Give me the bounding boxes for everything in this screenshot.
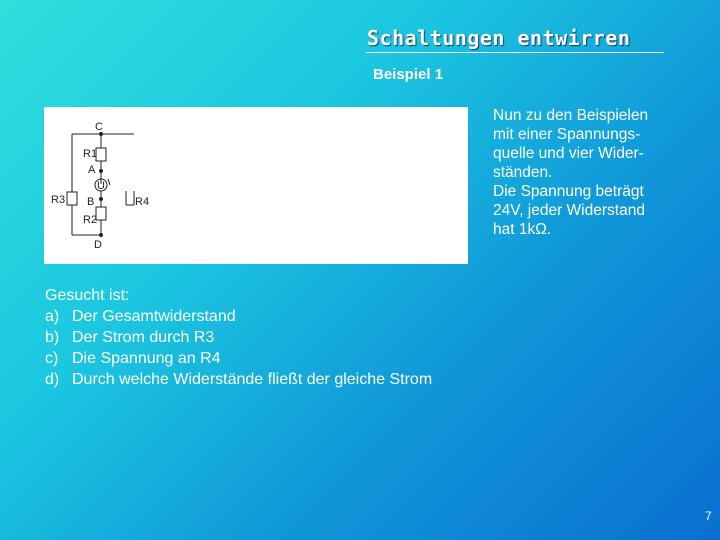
label-r3: R3	[51, 194, 66, 206]
label-r1: R1	[83, 148, 98, 160]
resistor-r1	[96, 148, 106, 161]
task-label: a)	[45, 308, 60, 325]
label-r2: R2	[83, 214, 98, 226]
description-line: 24V, jeder Widerstand	[493, 202, 645, 219]
task-item	[45, 327, 432, 348]
node-b-dot	[99, 197, 103, 201]
page-number: 7	[705, 509, 712, 523]
task-label: d)	[45, 371, 60, 388]
task-item	[45, 369, 432, 390]
description-text	[493, 106, 693, 239]
task-text: Der Strom durch R3	[72, 329, 215, 346]
node-d-dot	[99, 233, 103, 237]
task-item	[45, 306, 432, 327]
label-node-d: D	[94, 239, 102, 251]
circuit-diagram	[44, 107, 468, 264]
node-a-dot	[99, 169, 103, 173]
resistor-r3	[67, 192, 77, 205]
label-r4: R4	[135, 196, 150, 208]
task-label: b)	[45, 329, 60, 346]
description-line: hat 1kΩ.	[493, 221, 552, 238]
task-text: Durch welche Widerstände fließt der gleiche Strom	[72, 371, 433, 388]
task-text: Die Spannung an R4	[72, 350, 221, 367]
slide-subtitle: Beispiel 1	[373, 66, 444, 83]
task-label: c)	[45, 350, 59, 367]
task-text: Der Gesamtwiderstand	[72, 308, 236, 325]
label-node-a: A	[88, 164, 96, 176]
description-line: ständen.	[493, 164, 553, 181]
label-node-c: C	[95, 121, 103, 133]
title-underline	[366, 52, 664, 53]
description-line: mit einer Spannungs-	[493, 126, 641, 143]
description-line: quelle und vier Wider-	[493, 145, 644, 162]
task-list	[45, 285, 432, 390]
source-tick	[108, 179, 110, 185]
task-item	[45, 348, 432, 369]
description-line: Die Spannung beträgt	[493, 183, 644, 200]
resistor-r2	[96, 207, 106, 220]
circuit-svg	[44, 107, 468, 264]
slide-title: Schaltungen entwirren	[367, 26, 631, 50]
description-line: Nun zu den Beispielen	[493, 107, 649, 124]
task-heading: Gesucht ist:	[45, 287, 130, 304]
label-source-u: U	[97, 180, 105, 192]
label-node-b: B	[87, 196, 95, 208]
